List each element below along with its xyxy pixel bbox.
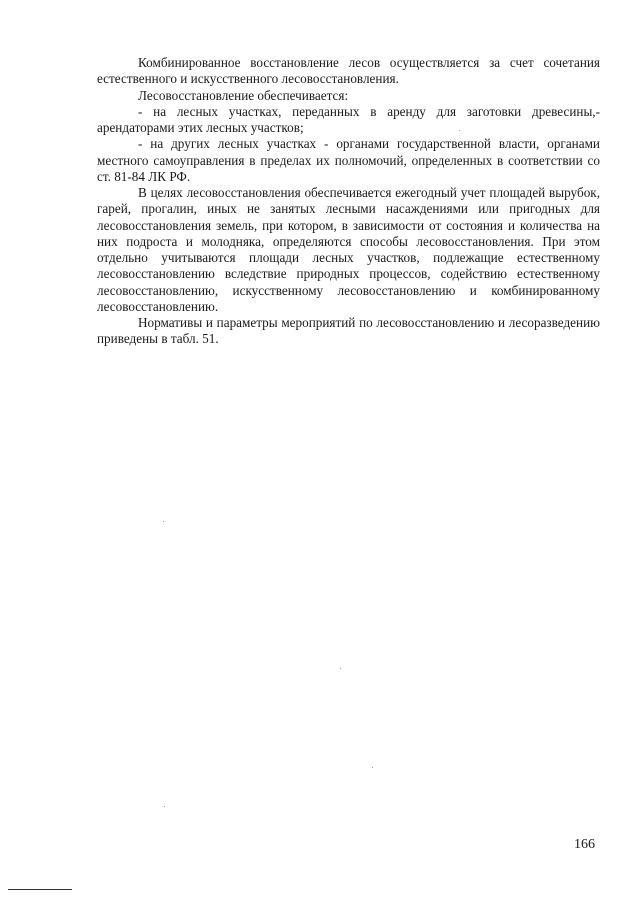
paragraph-norms-reference: Нормативы и параметры мероприятий по лесовосстановлению и лесоразведению приведены в табл. 51.	[97, 315, 600, 347]
scan-speck	[372, 767, 373, 768]
list-item-other-plots: - на других лесных участках - органами государственной власти, органами местного самоуправления в пределах их полномочий, определенных в соответствии со ст. 81-84 ЛК РФ.	[97, 136, 600, 184]
paragraph-restoration-provided: Лесовосстановление обеспечивается:	[138, 87, 349, 103]
body-text	[97, 55, 600, 348]
paragraph-annual-accounting: В целях лесовосстановления обеспечивается ежегодный учет площадей вырубок, гарей, прогалин, иных не занятых лесными насаждениями или пригодных для лесовосстановления земель, при котором, в зависимости от состояния и количества на них подроста и молодняка, определяются способы лесовосстановления. При этом отдельно учитываются площади лесных участков, подлежащие естественному лесовосстановлению вследствие природных процессов, содействию естественному лесовосстановлению, искусственному лесовосстановлению и комбинированному лесовосстановлению.	[97, 185, 600, 314]
page-number: 166	[574, 837, 595, 852]
paragraph-combined-restoration: Комбинированное восстановление лесов осуществляется за счет сочетания естественного и искусственного лесовосстановления.	[97, 55, 600, 87]
scan-speck	[459, 130, 460, 131]
scan-speck	[163, 521, 164, 522]
scan-edge-line	[8, 889, 72, 890]
scan-speck	[340, 668, 341, 669]
scan-speck	[164, 806, 165, 807]
list-item-leased-plots: - на лесных участках, переданных в аренду для заготовки древесины,- арендаторами этих лесных участков;	[97, 103, 600, 135]
